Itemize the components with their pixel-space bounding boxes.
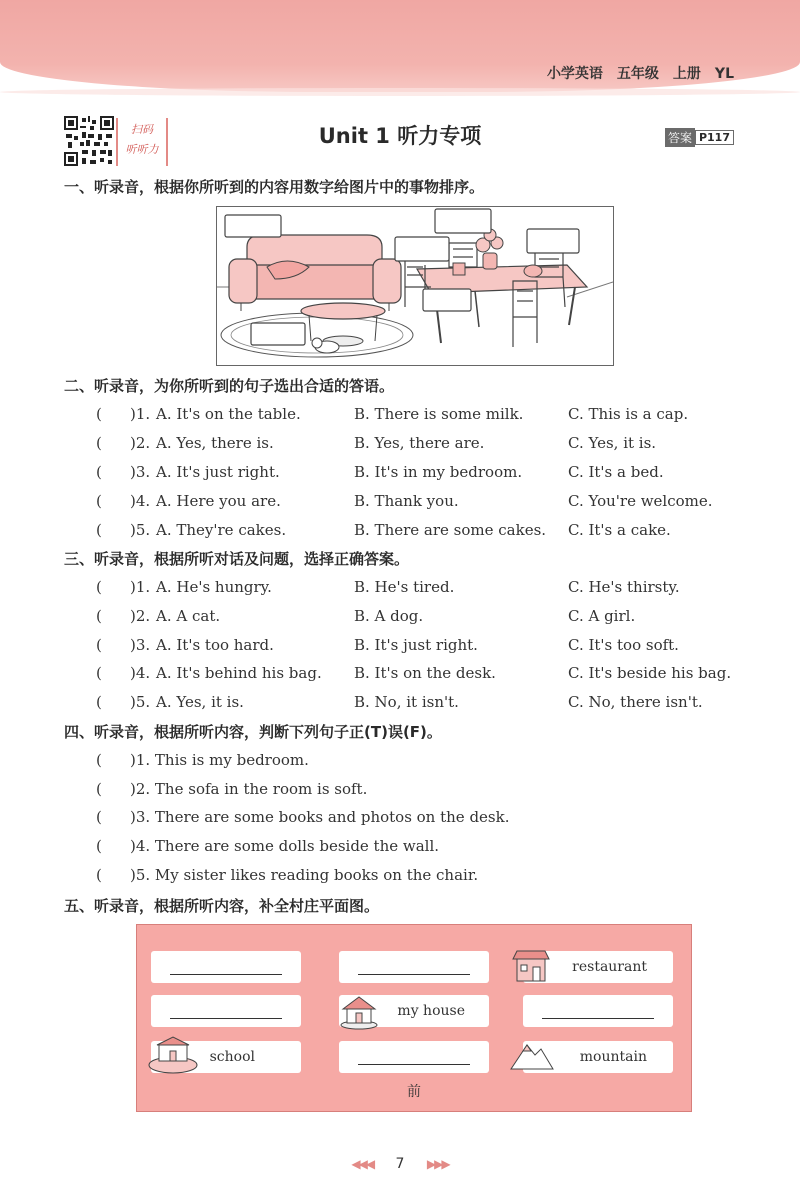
next-arrows-icon: ▶▶▶: [426, 1157, 449, 1171]
mountain-icon: [507, 1035, 557, 1075]
item-number: )4.: [130, 664, 151, 682]
item-number: )2.: [130, 434, 151, 452]
list-item: [96, 751, 756, 773]
restaurant-icon: [511, 945, 555, 985]
section-1-heading: 一、听录音，根据你所听到的内容用数字给图片中的事物排序。: [64, 178, 485, 196]
option-b: B. A dog.: [354, 607, 424, 625]
section-3-heading: 三、听录音，根据所听对话及问题，选择正确答案。: [64, 550, 410, 568]
list-item: [96, 607, 756, 629]
answer-paren[interactable]: (: [96, 405, 102, 423]
list-item: [96, 664, 756, 686]
answer-box[interactable]: [395, 237, 449, 261]
item-number: )2.: [130, 607, 151, 625]
list-item: [96, 808, 756, 830]
school-icon: [147, 1033, 199, 1075]
answer-box[interactable]: [423, 289, 471, 311]
book-info: 小学英语 五年级 上册 YL: [546, 66, 734, 82]
option-a: A. It's on the table.: [156, 405, 301, 423]
list-item: [96, 866, 756, 888]
scan-line-1: 扫码: [131, 123, 153, 136]
answer-reference: [665, 128, 734, 147]
school-label: school: [209, 1049, 255, 1065]
item-number: )5.: [130, 521, 151, 539]
option-a: A. Yes, there is.: [156, 434, 274, 452]
house-icon: [337, 991, 381, 1031]
list-item: [96, 492, 756, 514]
option-b: B. It's just right.: [354, 636, 478, 654]
option-b: B. There is some milk.: [354, 405, 524, 423]
item-number: )4.: [130, 492, 151, 510]
list-item: [96, 434, 756, 456]
answer-page: P117: [695, 130, 734, 145]
answer-box[interactable]: [225, 215, 281, 237]
section-4-heading: 四、听录音，根据所听内容，判断下列句子正(T)误(F)。: [64, 723, 442, 741]
option-c: C. A girl.: [568, 607, 636, 625]
statement: )3. There are some books and photos on the desk.: [130, 808, 510, 826]
blank-cell[interactable]: [523, 995, 673, 1027]
front-label: 前: [407, 1084, 421, 1100]
restaurant-label: restaurant: [572, 959, 647, 975]
list-item: [96, 405, 756, 427]
answer-paren[interactable]: (: [96, 693, 102, 711]
answer-paren[interactable]: (: [96, 636, 102, 654]
scan-listen-tag[interactable]: [116, 118, 168, 166]
option-a: A. A cat.: [156, 607, 221, 625]
page-title: Unit 1 听力专项: [318, 124, 482, 148]
answer-box[interactable]: [435, 209, 491, 233]
option-b: B. There are some cakes.: [354, 521, 547, 539]
answer-paren[interactable]: (: [96, 664, 102, 682]
option-c: C. It's a cake.: [568, 521, 671, 539]
option-a: A. Yes, it is.: [156, 693, 244, 711]
answer-label: 答案: [665, 128, 695, 147]
option-c: C. No, there isn't.: [568, 693, 703, 711]
answer-paren[interactable]: (: [96, 751, 102, 769]
option-b: B. No, it isn't.: [354, 693, 459, 711]
option-c: C. He's thirsty.: [568, 578, 680, 596]
option-c: C. Yes, it is.: [568, 434, 657, 452]
village-plan: [136, 924, 692, 1112]
option-c: C. You're welcome.: [568, 492, 713, 510]
answer-paren[interactable]: (: [96, 808, 102, 826]
section-5-heading: 五、听录音，根据所听内容，补全村庄平面图。: [64, 897, 380, 915]
option-a: A. He's hungry.: [156, 578, 272, 596]
item-number: )3.: [130, 636, 151, 654]
answer-paren[interactable]: (: [96, 866, 102, 884]
answer-blank[interactable]: [358, 1050, 470, 1065]
option-b: B. Thank you.: [354, 492, 459, 510]
answer-blank[interactable]: [170, 1004, 282, 1019]
page-footer: [0, 1156, 800, 1172]
list-item: [96, 463, 756, 485]
qr-code-icon[interactable]: [64, 116, 114, 166]
mountain-label: mountain: [579, 1049, 647, 1065]
blank-cell[interactable]: [151, 995, 301, 1027]
option-a: A. They're cakes.: [156, 521, 287, 539]
prev-arrows-icon: ◀◀◀: [351, 1157, 374, 1171]
item-number: )3.: [130, 463, 151, 481]
page-number: 7: [395, 1156, 405, 1172]
option-b: B. It's in my bedroom.: [354, 463, 523, 481]
scan-line-2: 听听力: [125, 143, 159, 156]
option-b: B. Yes, there are.: [354, 434, 485, 452]
item-number: )5.: [130, 693, 151, 711]
living-room-illustration: [216, 206, 614, 366]
answer-paren[interactable]: (: [96, 492, 102, 510]
option-b: B. It's on the desk.: [354, 664, 496, 682]
list-item: [96, 780, 756, 802]
statement: )1. This is my bedroom.: [130, 751, 309, 769]
answer-paren[interactable]: (: [96, 578, 102, 596]
option-b: B. He's tired.: [354, 578, 455, 596]
list-item: [96, 837, 756, 859]
statement: )5. My sister likes reading books on the chair.: [130, 866, 479, 884]
answer-paren[interactable]: (: [96, 837, 102, 855]
my-house-label: my house: [397, 1003, 465, 1019]
list-item: [96, 693, 756, 715]
item-number: )1.: [130, 578, 151, 596]
option-c: C. It's too soft.: [568, 636, 679, 654]
statement: )4. There are some dolls beside the wall.: [130, 837, 440, 855]
answer-paren[interactable]: (: [96, 780, 102, 798]
option-a: A. It's too hard.: [156, 636, 274, 654]
sofa: [229, 235, 401, 311]
statement: )2. The sofa in the room is soft.: [130, 780, 368, 798]
option-a: A. It's behind his bag.: [156, 664, 322, 682]
cup: [453, 263, 465, 275]
teapot: [524, 265, 542, 277]
answer-box[interactable]: [251, 323, 305, 345]
answer-blank[interactable]: [358, 960, 470, 975]
option-c: C. It's a bed.: [568, 463, 664, 481]
flower-vase: [476, 229, 503, 269]
blank-cell[interactable]: [339, 1041, 489, 1073]
answer-box[interactable]: [527, 229, 579, 253]
option-c: C. It's beside his bag.: [568, 664, 732, 682]
section-2-heading: 二、听录音，为你所听到的句子选出合适的答语。: [64, 377, 395, 395]
answer-paren[interactable]: (: [96, 521, 102, 539]
answer-paren[interactable]: (: [96, 463, 102, 481]
answer-paren[interactable]: (: [96, 434, 102, 452]
option-a: A. It's just right.: [156, 463, 280, 481]
answer-paren[interactable]: (: [96, 607, 102, 625]
item-number: )1.: [130, 405, 151, 423]
blank-cell[interactable]: [339, 951, 489, 983]
answer-blank[interactable]: [542, 1004, 654, 1019]
option-a: A. Here you are.: [156, 492, 281, 510]
answer-blank[interactable]: [170, 960, 282, 975]
list-item: [96, 521, 756, 543]
blank-cell[interactable]: [151, 951, 301, 983]
list-item: [96, 578, 756, 600]
option-c: C. This is a cap.: [568, 405, 689, 423]
list-item: [96, 636, 756, 658]
